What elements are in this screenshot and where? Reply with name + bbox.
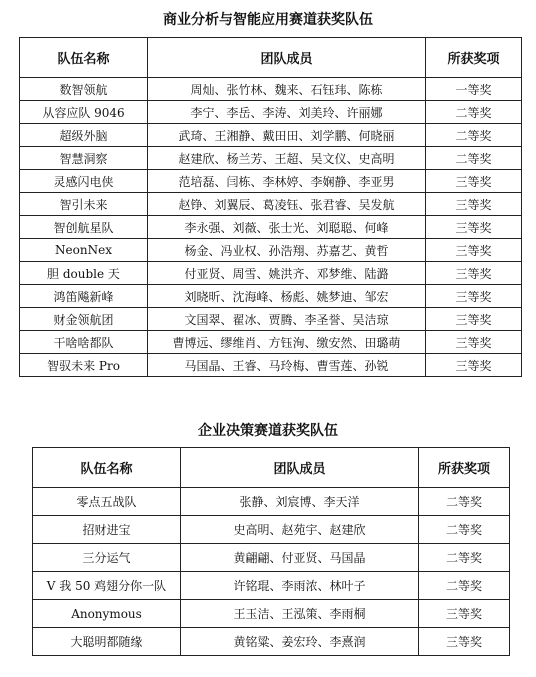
table-row: [20, 170, 522, 193]
section2-title: 企业决策赛道获奖队伍: [198, 423, 338, 439]
award-cell: 二等奖: [419, 516, 510, 544]
header-team-members: 团队成员: [148, 38, 426, 78]
award-cell: 二等奖: [419, 572, 510, 600]
table-row: [33, 544, 510, 572]
table-row: [20, 147, 522, 170]
team-name-cell: 大聪明都随缘: [33, 628, 181, 656]
table-row: [20, 101, 522, 124]
award-cell: 三等奖: [419, 628, 510, 656]
table-row: [33, 628, 510, 656]
header-award: 所获奖项: [426, 38, 522, 78]
award-cell: 三等奖: [426, 216, 522, 239]
team-name-cell: V 我 50 鸡翅分你一队: [33, 572, 181, 600]
team-members-cell: 付亚贤、周雪、姚洪齐、邓梦维、陆潞: [148, 262, 426, 285]
table-row: [20, 331, 522, 354]
team-members-cell: 马国晶、王睿、马玲梅、曹雪莲、孙锐: [148, 354, 426, 377]
award-cell: 三等奖: [426, 239, 522, 262]
team-name-cell: Anonymous: [33, 600, 181, 628]
team-members-cell: 曹博远、缪维肖、方钰洵、缴安然、田璐萌: [148, 331, 426, 354]
team-members-cell: 黄翩翩、付亚贤、马国晶: [181, 544, 419, 572]
table-row: [33, 516, 510, 544]
team-members-cell: 史高明、赵苑宇、赵建欣: [181, 516, 419, 544]
team-members-cell: 李宁、李岳、李涛、刘美玲、许丽娜: [148, 101, 426, 124]
table-row: [20, 239, 522, 262]
header-team-members: 团队成员: [181, 448, 419, 488]
header-team-name: 队伍名称: [33, 448, 181, 488]
section1-title: 商业分析与智能应用赛道获奖队伍: [163, 12, 373, 28]
table-row: [20, 285, 522, 308]
team-name-cell: 鸿笛飚新峰: [20, 285, 148, 308]
team-members-cell: 赵铮、刘翼辰、葛凌钰、张君睿、吴发航: [148, 193, 426, 216]
team-members-cell: 周灿、张竹林、魏来、石钰玮、陈栋: [148, 78, 426, 101]
team-name-cell: 三分运气: [33, 544, 181, 572]
team-members-cell: 许铭琨、李雨浓、林叶子: [181, 572, 419, 600]
team-name-cell: 灵感闪电侠: [20, 170, 148, 193]
table-row: [33, 488, 510, 516]
table-header-row: [20, 38, 522, 78]
award-cell: 三等奖: [426, 170, 522, 193]
team-members-cell: 张静、刘宸博、李天洋: [181, 488, 419, 516]
team-name-cell: NeonNex: [20, 239, 148, 262]
table-row: [33, 600, 510, 628]
team-members-cell: 杨金、冯业权、孙浩翔、苏嘉艺、黄哲: [148, 239, 426, 262]
award-cell: 三等奖: [426, 262, 522, 285]
award-cell: 二等奖: [426, 147, 522, 170]
table-row: [33, 572, 510, 600]
table-row: [20, 78, 522, 101]
team-members-cell: 武琦、王湘静、戴田田、刘学鹏、何晓丽: [148, 124, 426, 147]
award-cell: 二等奖: [419, 544, 510, 572]
team-name-cell: 智引未来: [20, 193, 148, 216]
team-name-cell: 数智领航: [20, 78, 148, 101]
team-name-cell: 智创航星队: [20, 216, 148, 239]
award-cell: 一等奖: [426, 78, 522, 101]
team-name-cell: 招财进宝: [33, 516, 181, 544]
team-name-cell: 零点五战队: [33, 488, 181, 516]
team-members-cell: 李永强、刘薇、张士光、刘聪聪、何峰: [148, 216, 426, 239]
team-name-cell: 财金领航团: [20, 308, 148, 331]
team-members-cell: 黄铭粱、姜宏玲、李熹润: [181, 628, 419, 656]
award-cell: 二等奖: [419, 488, 510, 516]
header-award: 所获奖项: [419, 448, 510, 488]
table-row: [20, 124, 522, 147]
award-cell: 三等奖: [426, 285, 522, 308]
award-cell: 三等奖: [426, 308, 522, 331]
team-name-cell: 胆 double 天: [20, 262, 148, 285]
team-name-cell: 超级外脑: [20, 124, 148, 147]
award-cell: 三等奖: [419, 600, 510, 628]
team-name-cell: 干啥啥都队: [20, 331, 148, 354]
table-row: [20, 216, 522, 239]
team-members-cell: 文国翠、翟冰、贾腾、李圣誉、吴洁琼: [148, 308, 426, 331]
award-cell: 二等奖: [426, 124, 522, 147]
team-name-cell: 智慧洞察: [20, 147, 148, 170]
enterprise-decision-awards-table: [32, 447, 510, 656]
table-row: [20, 262, 522, 285]
team-name-cell: 智驭未来 Pro: [20, 354, 148, 377]
award-cell: 三等奖: [426, 354, 522, 377]
table-header-row: [33, 448, 510, 488]
team-name-cell: 从容应队 9046: [20, 101, 148, 124]
business-analysis-awards-table: [19, 37, 522, 377]
award-cell: 三等奖: [426, 331, 522, 354]
award-cell: 三等奖: [426, 193, 522, 216]
team-members-cell: 赵建欣、杨兰芳、王超、吴文仪、史高明: [148, 147, 426, 170]
table-row: [20, 354, 522, 377]
team-members-cell: 范培磊、闫栋、李林婷、李娴静、李亚男: [148, 170, 426, 193]
award-cell: 二等奖: [426, 101, 522, 124]
table-row: [20, 308, 522, 331]
header-team-name: 队伍名称: [20, 38, 148, 78]
team-members-cell: 刘晓昕、沈海峰、杨彪、姚梦迪、邹宏: [148, 285, 426, 308]
team-members-cell: 王玉洁、王泓策、李雨桐: [181, 600, 419, 628]
table-row: [20, 193, 522, 216]
